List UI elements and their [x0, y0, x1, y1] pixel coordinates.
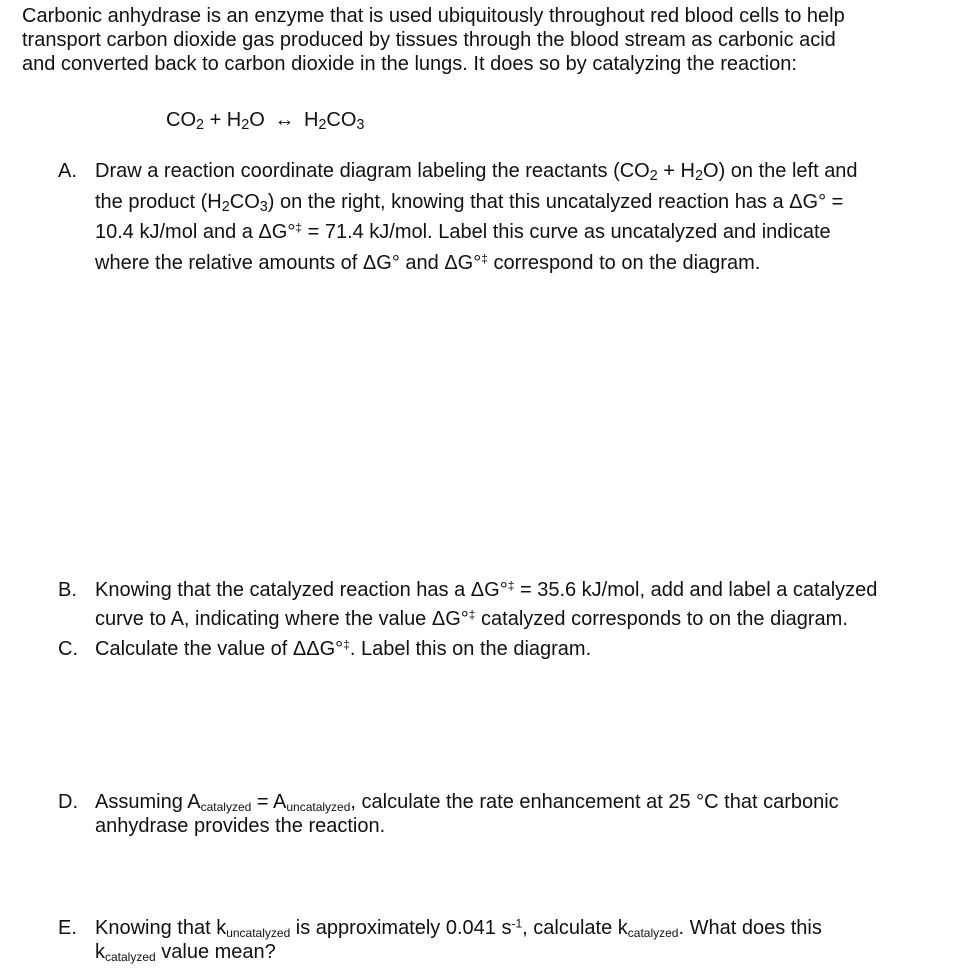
- question-b-line-2: curve to A, indicating where the value ΔG°‡ catalyzed corresponds to on the diagram.: [95, 607, 848, 630]
- question-b-marker: B.: [58, 579, 77, 601]
- question-e-line-1: Knowing that kuncatalyzed is approximately 0.041 $s^{-1}$, calculate kcatalyzed. What does this: [95, 916, 822, 940]
- question-a-text: [95, 159, 957, 281]
- question-c-line-1: Calculate the value of ΔΔG°‡. Label this on the diagram.: [95, 637, 592, 660]
- question-a-line-4: where the relative amounts of ΔG° and ΔG°‡ correspond to on the diagram.: [95, 250, 761, 274]
- eq-plus-h: + H: [204, 109, 242, 131]
- question-a-line-1: Draw a reaction coordinate diagram labeling the reactants $(CO_2 + H_2O)$ on the left and: [95, 160, 858, 185]
- question-b-line-1: Knowing that the catalyzed reaction has a ΔG°‡ = 35.6 kJ/mol, add and label a catalyzed: [95, 578, 878, 601]
- eq-co3: CO: [326, 109, 357, 131]
- eq-co-sub: 2: [196, 117, 205, 134]
- question-d-line-2: anhydrase provides the reaction.: [95, 815, 386, 837]
- question-a-line-3: 10.4 kJ/mol and a ΔG°‡ = 71.4 kJ/mol. Label this curve as uncatalyzed and indicate: [95, 220, 831, 243]
- question-e-text: [95, 916, 957, 964]
- question-c-marker: C.: [58, 638, 78, 660]
- question-e-marker: E.: [58, 917, 77, 939]
- reaction-equation: [166, 108, 364, 132]
- intro-line-3: and converted back to carbon dioxide in the lungs. It does so by catalyzing the reaction:: [22, 53, 797, 75]
- eq-co3-sub: 3: [356, 117, 365, 134]
- eq-h-sub: 2: [241, 117, 250, 134]
- question-e-line-2: kcatalyzed value mean?: [95, 941, 276, 964]
- question-d-line-1: Assuming Acatalyzed = Auncatalyzed, calculate the rate enhancement at 25 °C that carbonic: [95, 791, 839, 814]
- eq-h2: H: [298, 109, 319, 131]
- question-d-marker: D.: [58, 791, 78, 813]
- intro-line-2: transport carbon dioxide gas produced by tissues through the blood stream as carbonic acid: [22, 29, 836, 51]
- intro-line-1: Carbonic anhydrase is an enzyme that is used ubiquitously throughout red blood cells to help: [22, 5, 845, 27]
- question-a-marker: A.: [58, 160, 77, 182]
- question-b-text: [95, 578, 957, 636]
- intro-paragraph: [22, 4, 952, 76]
- equilibrium-arrow-icon: ↔: [274, 109, 295, 131]
- eq-co: CO: [166, 109, 196, 131]
- question-d-text: [95, 790, 957, 838]
- eq-h2-sub: 2: [318, 117, 327, 134]
- eq-o: O: [249, 109, 271, 131]
- question-c-text: [95, 637, 957, 661]
- question-a-line-2: the product $(H_2CO_3)$ on the right, knowing that this uncatalyzed reaction has a ΔG° =: [95, 190, 844, 215]
